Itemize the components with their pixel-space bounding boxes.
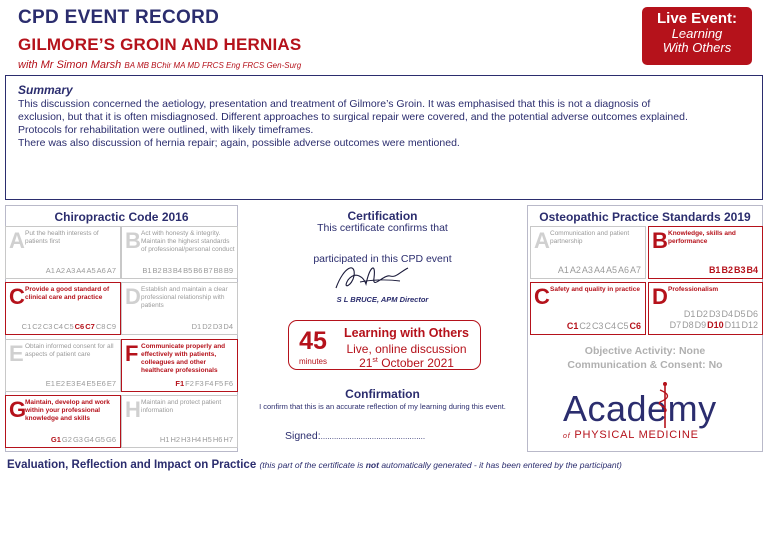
code-a3: A3 (66, 266, 76, 275)
minutes-value: 45 (299, 327, 327, 355)
confirmation-text: I confirm that this is an accurate reflection of my learning during this event. (259, 402, 506, 411)
code-g6: G6 (105, 435, 116, 444)
code-b7: B7 (203, 266, 213, 275)
evaluation-heading (7, 459, 622, 471)
chiro-standard-text: Put the health interests of patients first (25, 230, 99, 245)
chiro-letter: H (125, 397, 141, 422)
chiro-cell-b (121, 226, 238, 279)
summary-text (18, 98, 758, 150)
code-d1: D1 (191, 322, 202, 331)
summary-heading: Summary (18, 83, 73, 97)
osteo-cell-b (648, 226, 763, 279)
code-h4: H4 (191, 435, 202, 444)
code-b3: B3 (733, 265, 746, 275)
osteo-title: Osteopathic Practice Standards 2019 (539, 210, 751, 224)
osteo-cell-d (648, 282, 763, 335)
code-b8: B8 (213, 266, 223, 275)
code-g1: G1 (50, 435, 61, 444)
code-b9: B9 (223, 266, 233, 275)
chiro-cell-g (5, 395, 121, 448)
code-d9: D9 (694, 320, 707, 330)
code-a1: A1 (557, 265, 569, 275)
event-format: Live, online discussion (346, 342, 467, 356)
osteo-cell-a (530, 226, 646, 279)
code-b2: B2 (152, 266, 162, 275)
code-e4: E4 (76, 379, 86, 388)
event-date-suffix: st (372, 357, 378, 364)
comm-value: No (708, 359, 723, 371)
note-bold: not (365, 460, 379, 470)
signed-line: ............................................... (320, 432, 426, 441)
osteo-letter: A (534, 228, 550, 253)
osteo-codes (708, 265, 758, 275)
osteo-letter: C (534, 284, 550, 309)
code-d3: D3 (212, 322, 223, 331)
code-a4: A4 (76, 266, 86, 275)
code-a6: A6 (96, 266, 106, 275)
osteo-standard-text: Communication and patient partnership (550, 230, 630, 245)
code-e7: E7 (106, 379, 116, 388)
chiro-codes (174, 379, 233, 388)
chiro-standard-text: Maintain and protect patient information (141, 399, 222, 414)
chiro-codes (191, 322, 233, 331)
code-c1: C1 (21, 322, 32, 331)
code-b6: B6 (193, 266, 203, 275)
chiro-title: Chiropractic Code 2016 (54, 210, 189, 224)
code-d1: D1 (683, 309, 696, 319)
code-g3: G3 (72, 435, 83, 444)
code-d2: D2 (202, 322, 212, 331)
code-e6: E6 (96, 379, 106, 388)
code-c3: C3 (42, 322, 53, 331)
chiro-letter: B (125, 228, 141, 253)
objective-value: None (678, 345, 706, 357)
chiro-cell-h (121, 395, 238, 448)
chiro-cell-c (5, 282, 121, 335)
code-h6: H6 (212, 435, 223, 444)
code-b1: B1 (708, 265, 721, 275)
objective-label: Objective Activity: (584, 345, 677, 357)
objective-activity (527, 345, 763, 357)
code-b3: B3 (162, 266, 172, 275)
summary-line: exclusion, but that it is often misdiagnosed. Different approaches to surgical repair were covered, and the potential adverse outcomes explained. (18, 111, 688, 123)
event-date-rest: October 2021 (381, 356, 454, 370)
code-b1: B1 (142, 266, 152, 275)
code-d5: D5 (733, 309, 746, 319)
note-pre: (this part of the certificate is (259, 460, 366, 470)
code-f4: F4 (204, 379, 214, 388)
code-g4: G4 (83, 435, 94, 444)
code-a2: A2 (55, 266, 66, 275)
code-f1: F1 (175, 379, 185, 388)
chiro-standard-text: Establish and maintain a clear professional relationship with patients (141, 286, 228, 309)
chiro-codes (21, 322, 116, 331)
code-e5: E5 (86, 379, 96, 388)
signed-field[interactable] (285, 430, 425, 442)
code-d2: D2 (696, 309, 708, 319)
logo-prefix: of (563, 433, 571, 440)
chiro-letter: F (125, 341, 139, 366)
chiro-letter: D (125, 284, 141, 309)
cert-line2: participated in this CPD event (313, 253, 452, 265)
code-c5: C5 (64, 322, 74, 331)
code-d11: D11 (724, 320, 741, 330)
code-c7: C7 (85, 322, 95, 331)
osteo-codes (566, 321, 641, 331)
certification-title: Certification (347, 209, 418, 223)
code-h3: H3 (181, 435, 191, 444)
presenter-name: with Mr Simon Marsh (18, 59, 122, 71)
code-d10: D10 (707, 320, 724, 330)
event-type: Learning with Others (343, 326, 469, 340)
chiro-standard-text: Communicate properly and effectively with patients, colleagues and other healthcare professionals (141, 343, 226, 374)
code-h1: H1 (159, 435, 170, 444)
code-c2: C2 (579, 321, 591, 331)
osteo-letter: D (652, 284, 668, 309)
caduceus-icon (657, 380, 673, 430)
chiro-cell-e (5, 339, 121, 392)
presenter (18, 59, 301, 71)
code-a6: A6 (617, 265, 629, 275)
code-c2: C2 (32, 322, 42, 331)
event-date (334, 356, 479, 370)
code-e1: E1 (45, 379, 55, 388)
code-h5: H5 (202, 435, 212, 444)
osteo-codes (669, 309, 758, 331)
code-b4: B4 (172, 266, 183, 275)
code-f2: F2 (185, 379, 194, 388)
code-d7: D7 (669, 320, 682, 330)
osteo-standard-text: Knowledge, skills and performance (668, 230, 736, 245)
live-event-badge (642, 7, 752, 65)
code-d3: D3 (708, 309, 721, 319)
code-d6: D6 (746, 309, 758, 319)
code-a7: A7 (629, 265, 641, 275)
chiro-codes (141, 266, 233, 275)
chiro-cell-a (5, 226, 121, 279)
code-f5: F5 (214, 379, 224, 388)
code-b2: B2 (721, 265, 733, 275)
code-d4: D4 (721, 309, 733, 319)
chiro-letter: C (9, 284, 25, 309)
signature-mark (330, 256, 420, 298)
record-title: CPD EVENT RECORD (18, 7, 220, 28)
chiro-letter: A (9, 228, 25, 253)
chiro-standard-text: Act with honesty & integrity. Maintain the highest standards of professional/personal conduct (141, 230, 235, 253)
chiro-codes (50, 435, 116, 444)
code-c9: C9 (106, 322, 116, 331)
chiro-cell-f (121, 339, 238, 392)
presenter-quals: BA MB BChir MA MD FRCS Eng FRCS Gen-Surg (124, 61, 302, 70)
code-f6: F6 (224, 379, 233, 388)
communication-consent (527, 359, 763, 371)
badge-line2: With Others (662, 40, 732, 55)
code-f3: F3 (194, 379, 204, 388)
code-g5: G5 (94, 435, 105, 444)
chiro-codes (45, 266, 116, 275)
chiro-cell-d (121, 282, 238, 335)
code-d4: D4 (223, 322, 233, 331)
evaluation-note (259, 460, 621, 470)
chiro-letter: G (9, 397, 27, 422)
chiro-codes (159, 435, 233, 444)
code-d12: D12 (741, 320, 758, 330)
osteo-standard-text: Safety and quality in practice (550, 286, 640, 293)
code-g2: G2 (61, 435, 72, 444)
code-e2: E2 (55, 379, 66, 388)
badge-title: Live Event: (656, 10, 738, 27)
code-c6: C6 (629, 321, 641, 331)
summary-line: Protocols for rehabilitation were outlined, with likely timeframes. (18, 124, 314, 136)
confirmation-title: Confirmation (345, 387, 420, 401)
code-a2: A2 (569, 265, 581, 275)
code-a7: A7 (106, 266, 116, 275)
minutes-label: minutes (298, 357, 327, 366)
code-h7: H7 (223, 435, 233, 444)
chiro-standard-text: Obtain informed consent for all aspects of patient care (25, 343, 114, 358)
cert-line1: This certificate confirms that (317, 222, 448, 234)
chiro-standard-text: Provide a good standard of clinical care and practice (25, 286, 110, 301)
code-c4: C4 (53, 322, 64, 331)
academy-logo: Academy (563, 388, 717, 429)
code-c4: C4 (604, 321, 616, 331)
code-c6: C6 (74, 322, 85, 331)
code-a1: A1 (45, 266, 55, 275)
chiro-letter: E (9, 341, 24, 366)
code-a5: A5 (86, 266, 96, 275)
chiro-codes (45, 379, 116, 388)
logo-sub: PHYSICAL MEDICINE (574, 429, 699, 441)
signed-label: Signed: (285, 430, 321, 442)
osteo-standard-text: Professionalism (668, 286, 719, 293)
code-c1: C1 (566, 321, 579, 331)
summary-line: This discussion concerned the aetiology, presentation and treatment of Gilmore’s Groin. It was emphasised that this is not a diagnosis of (18, 98, 651, 110)
osteo-cell-c (530, 282, 646, 335)
code-c8: C8 (95, 322, 106, 331)
code-e3: E3 (66, 379, 76, 388)
code-b5: B5 (183, 266, 193, 275)
code-c3: C3 (591, 321, 604, 331)
code-a4: A4 (593, 265, 605, 275)
code-h2: H2 (170, 435, 181, 444)
osteo-letter: B (652, 228, 668, 253)
note-post: automatically generated - it has been entered by the participant) (378, 460, 622, 470)
summary-line: There was also discussion of hernia repair; again, possible adverse outcomes were mentioned. (18, 137, 460, 149)
code-b4: B4 (746, 265, 758, 275)
osteo-codes (557, 265, 641, 275)
code-c5: C5 (616, 321, 629, 331)
director-name: S L BRUCE, APM Director (336, 295, 429, 304)
chiro-standard-text: Maintain, develop and work within your professional knowledge and skills (25, 399, 110, 422)
code-a3: A3 (581, 265, 593, 275)
event-date-day: 21 (359, 356, 373, 370)
academy-subtitle (563, 429, 699, 441)
evaluation-title: Evaluation, Reflection and Impact on Practice (7, 459, 257, 471)
event-title: GILMORE’S GROIN AND HERNIAS (18, 35, 302, 54)
badge-line1: Learning (671, 26, 723, 41)
comm-label: Communication & Consent: (567, 359, 706, 371)
code-a5: A5 (605, 265, 617, 275)
code-d8: D8 (682, 320, 694, 330)
